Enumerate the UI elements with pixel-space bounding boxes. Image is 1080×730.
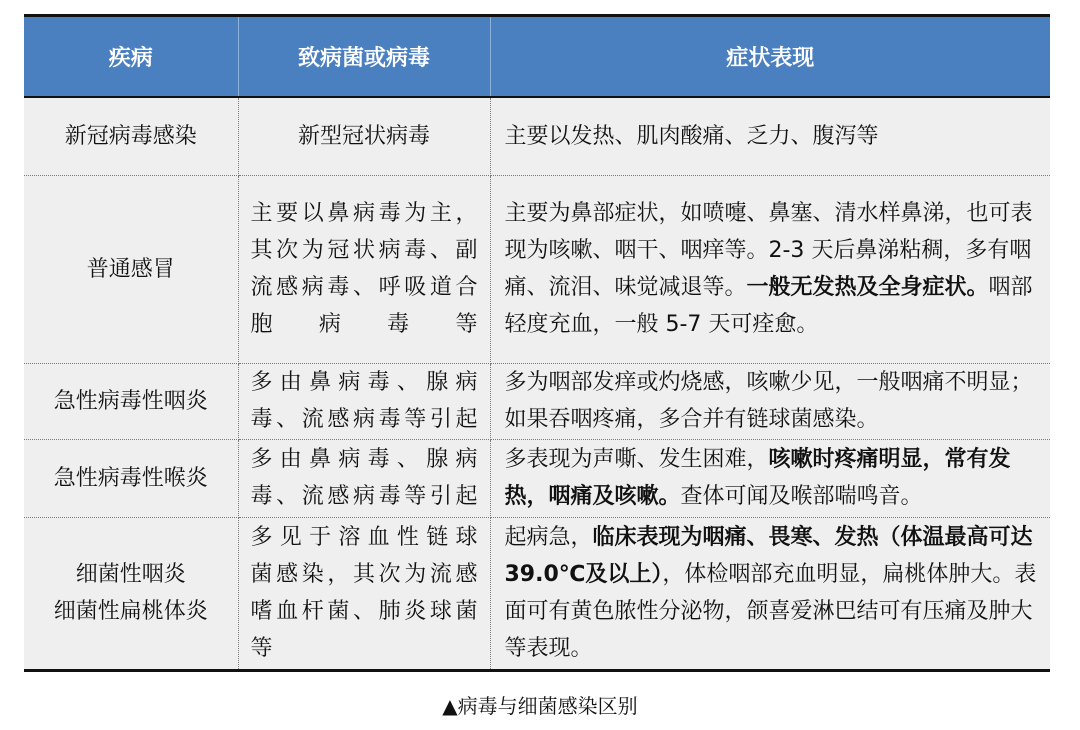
pathogen-cell — [238, 439, 490, 517]
disease-cell — [24, 517, 238, 669]
pathogen-cell — [238, 517, 490, 669]
disease-name: 急性病毒性咽炎 — [53, 388, 208, 414]
disease-cell — [24, 439, 238, 517]
table-caption: ▲病毒与细菌感染区别 — [442, 694, 638, 718]
table-row — [24, 517, 1050, 669]
disease-name: 细菌性扁桃体炎 — [53, 599, 208, 625]
pathogen-line: 嗜血杆菌、肺炎球菌 — [250, 599, 478, 625]
symptom-text: 主要为鼻部症状，如喷嚏、鼻塞、清水样鼻涕，也可表现为咳嗽、咽干、咽痒等。2-3 天后鼻涕粘稠，多有咽痛、流泪、味觉减退等。 — [504, 201, 1033, 300]
pathogen-line: 毒、流感病毒等引起 — [250, 407, 478, 432]
symptom-text-bold: 一般无发热及全身症状。 — [746, 275, 989, 300]
symptom-text: ，体检咽部充血明显，扁桃体肿大。表面可有黄色脓性分泌物，颌喜爱淋巴结可有压痛及肿大等表现。 — [504, 562, 1037, 662]
symptom-text-bold: 临床表现为咽痛、畏寒、发热（体温最高可达 39.0℃及以上） — [504, 525, 1033, 588]
disease-name: 普通感冒 — [86, 256, 175, 282]
header-disease: 疾病 — [24, 17, 238, 97]
symptoms-cell — [490, 517, 1050, 669]
disease-name: 急性病毒性喉炎 — [53, 465, 208, 491]
symptom-text: 起病急， — [504, 525, 593, 551]
symptoms-cell — [490, 175, 1050, 363]
pathogen-line: 菌感染，其次为流感 — [250, 562, 478, 588]
disease-cell — [24, 97, 238, 175]
symptom-text: 查体可闻及喉部喘鸣音。 — [680, 484, 923, 509]
infection-comparison-table — [24, 17, 1050, 669]
symptom-text: 主要以发热、肌肉酸痛、乏力、腹泻等 — [504, 123, 879, 149]
pathogen-line: 多由鼻病毒、腺病 — [250, 447, 478, 472]
symptoms-cell — [490, 363, 1050, 439]
symptom-text: 咽部轻度充血，一般 5-7 天可痊愈。 — [504, 275, 1033, 337]
pathogen-cell — [238, 175, 490, 363]
table-row — [24, 439, 1050, 517]
pathogen-cell — [238, 97, 490, 175]
disease-name: 新冠病毒感染 — [64, 123, 197, 149]
comparison-table-wrapper — [24, 14, 1050, 672]
symptoms-cell — [490, 97, 1050, 175]
header-symptoms: 症状表现 — [726, 46, 815, 71]
table-row — [24, 97, 1050, 175]
pathogen-line: 其次为冠状病毒、副 — [250, 238, 478, 263]
symptoms-cell — [490, 439, 1050, 517]
symptom-text: 多为咽部发痒或灼烧感，咳嗽少见，一般咽痛不明显；如果吞咽疼痛，多合并有链球菌感染。 — [504, 370, 1033, 432]
pathogen-line: 新型冠状病毒 — [297, 123, 430, 149]
pathogen-cell — [238, 363, 490, 439]
symptom-text-bold: 咳嗽时疼痛明显，常有发热，咽痛及咳嗽。 — [504, 447, 1011, 509]
pathogen-line: 多由鼻病毒、腺病 — [250, 370, 478, 395]
disease-cell — [24, 175, 238, 363]
pathogen-line: 流感病毒、呼吸道合 — [250, 275, 478, 300]
pathogen-line: 主要以鼻病毒为主， — [250, 201, 478, 226]
pathogen-line: 多见于溶血性链球 — [250, 525, 478, 551]
pathogen-line: 等 — [250, 636, 273, 662]
disease-cell — [24, 363, 238, 439]
table-row — [24, 175, 1050, 363]
pathogen-line: 胞病毒等 — [250, 312, 478, 337]
header-pathogen: 致病菌或病毒 — [238, 17, 490, 97]
disease-name: 细菌性咽炎 — [75, 562, 186, 588]
pathogen-line: 毒、流感病毒等引起 — [250, 484, 478, 509]
table-header-row — [24, 17, 1050, 97]
table-row — [24, 363, 1050, 439]
symptom-text: 多表现为声嘶、发生困难， — [504, 447, 769, 472]
